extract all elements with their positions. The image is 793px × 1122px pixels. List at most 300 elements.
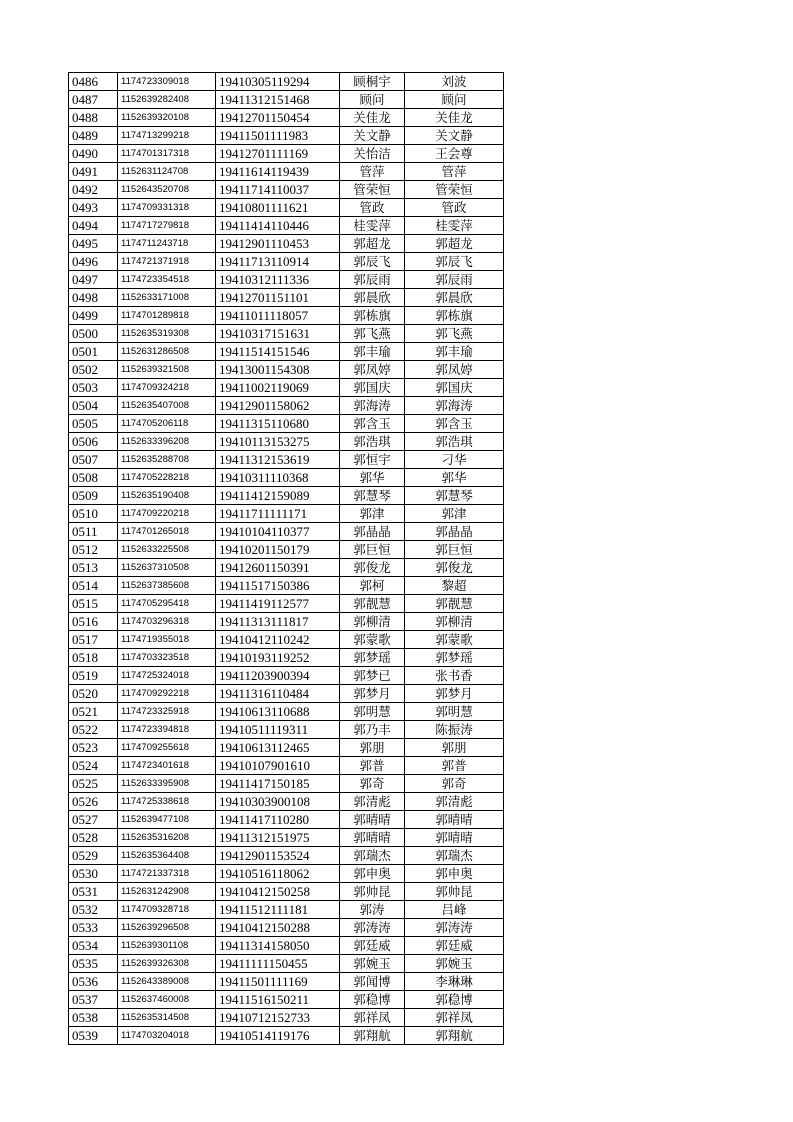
row-number-cell: 0533	[69, 919, 118, 937]
name-2-cell: 王会尊	[405, 145, 504, 163]
code-cell: 1174703323518	[118, 649, 216, 667]
table-row	[69, 73, 504, 91]
id-number-cell: 19411316110484	[216, 685, 340, 703]
row-number-cell: 0502	[69, 361, 118, 379]
table-row	[69, 667, 504, 685]
table-row	[69, 217, 504, 235]
table-row	[69, 631, 504, 649]
table-row	[69, 361, 504, 379]
row-number-cell: 0538	[69, 1009, 118, 1027]
name-2-cell: 郭华	[405, 469, 504, 487]
table-row	[69, 325, 504, 343]
name-cell: 郭含玉	[340, 415, 405, 433]
name-2-cell: 郭稳博	[405, 991, 504, 1009]
code-cell: 1152637460008	[118, 991, 216, 1009]
name-2-cell: 郭国庆	[405, 379, 504, 397]
row-number-cell: 0506	[69, 433, 118, 451]
code-cell: 1152635364408	[118, 847, 216, 865]
name-2-cell: 郭帅昆	[405, 883, 504, 901]
name-2-cell: 郭普	[405, 757, 504, 775]
name-2-cell: 管政	[405, 199, 504, 217]
id-number-cell: 19410412150258	[216, 883, 340, 901]
table-row	[69, 973, 504, 991]
name-2-cell: 郭靓慧	[405, 595, 504, 613]
id-number-cell: 19410511119311	[216, 721, 340, 739]
name-cell: 郭晶晶	[340, 523, 405, 541]
code-cell: 1152633225508	[118, 541, 216, 559]
code-cell: 1152639321508	[118, 361, 216, 379]
id-number-cell: 19410613110688	[216, 703, 340, 721]
code-cell: 1152643520708	[118, 181, 216, 199]
name-cell: 郭栋旗	[340, 307, 405, 325]
row-number-cell: 0532	[69, 901, 118, 919]
row-number-cell: 0518	[69, 649, 118, 667]
code-cell: 1174709255618	[118, 739, 216, 757]
id-number-cell: 19411514151546	[216, 343, 340, 361]
name-2-cell: 黎超	[405, 577, 504, 595]
code-cell: 1174701317318	[118, 145, 216, 163]
id-number-cell: 19410412110242	[216, 631, 340, 649]
name-cell: 郭闻博	[340, 973, 405, 991]
id-number-cell: 19410311110368	[216, 469, 340, 487]
table-row	[69, 109, 504, 127]
table-row	[69, 235, 504, 253]
row-number-cell: 0523	[69, 739, 118, 757]
code-cell: 1152633395908	[118, 775, 216, 793]
id-number-cell: 19411111150455	[216, 955, 340, 973]
table-row	[69, 613, 504, 631]
row-number-cell: 0487	[69, 91, 118, 109]
table-row	[69, 415, 504, 433]
table-row	[69, 703, 504, 721]
id-number-cell: 19411314158050	[216, 937, 340, 955]
name-2-cell: 郭祥凤	[405, 1009, 504, 1027]
name-cell: 关怡洁	[340, 145, 405, 163]
table-row	[69, 721, 504, 739]
id-number-cell: 19410712152733	[216, 1009, 340, 1027]
name-cell: 郭恒宇	[340, 451, 405, 469]
name-2-cell: 顾问	[405, 91, 504, 109]
table-row	[69, 811, 504, 829]
id-number-cell: 19411516150211	[216, 991, 340, 1009]
table-row	[69, 433, 504, 451]
table-row	[69, 829, 504, 847]
name-2-cell: 郭凤婷	[405, 361, 504, 379]
row-number-cell: 0508	[69, 469, 118, 487]
name-2-cell: 郭海涛	[405, 397, 504, 415]
code-cell: 1152643389008	[118, 973, 216, 991]
id-number-cell: 19413001154308	[216, 361, 340, 379]
code-cell: 1174711243718	[118, 235, 216, 253]
name-cell: 郭瑞杰	[340, 847, 405, 865]
row-number-cell: 0507	[69, 451, 118, 469]
name-2-cell: 郭飞燕	[405, 325, 504, 343]
row-number-cell: 0524	[69, 757, 118, 775]
id-number-cell: 19411315110680	[216, 415, 340, 433]
table-row	[69, 919, 504, 937]
id-number-cell: 19410104110377	[216, 523, 340, 541]
code-cell: 1174719355018	[118, 631, 216, 649]
table-row	[69, 883, 504, 901]
code-cell: 1152635314508	[118, 1009, 216, 1027]
name-2-cell: 关佳龙	[405, 109, 504, 127]
code-cell: 1152639320108	[118, 109, 216, 127]
id-number-cell: 19412701151101	[216, 289, 340, 307]
name-cell: 郭华	[340, 469, 405, 487]
name-2-cell: 郭蒙歌	[405, 631, 504, 649]
row-number-cell: 0488	[69, 109, 118, 127]
name-2-cell: 郭涛涛	[405, 919, 504, 937]
code-cell: 1174705295418	[118, 595, 216, 613]
row-number-cell: 0493	[69, 199, 118, 217]
table-row	[69, 397, 504, 415]
code-cell: 1152635190408	[118, 487, 216, 505]
code-cell: 1174701289818	[118, 307, 216, 325]
code-cell: 1152635288708	[118, 451, 216, 469]
name-cell: 郭乃丰	[340, 721, 405, 739]
name-2-cell: 郭晴晴	[405, 829, 504, 847]
code-cell: 1174709220218	[118, 505, 216, 523]
name-cell: 郭稳博	[340, 991, 405, 1009]
code-cell: 1174709331318	[118, 199, 216, 217]
name-2-cell: 郭瑞杰	[405, 847, 504, 865]
id-number-cell: 19411501111169	[216, 973, 340, 991]
code-cell: 1152639296508	[118, 919, 216, 937]
id-number-cell: 19410516118062	[216, 865, 340, 883]
row-number-cell: 0534	[69, 937, 118, 955]
table-row	[69, 793, 504, 811]
code-cell: 1174725338618	[118, 793, 216, 811]
name-2-cell: 郭晶晶	[405, 523, 504, 541]
table-row	[69, 127, 504, 145]
name-cell: 郭朋	[340, 739, 405, 757]
id-number-cell: 19410514119176	[216, 1027, 340, 1045]
row-number-cell: 0499	[69, 307, 118, 325]
row-number-cell: 0525	[69, 775, 118, 793]
table-body	[69, 73, 504, 1045]
name-cell: 管荣恒	[340, 181, 405, 199]
table-row	[69, 739, 504, 757]
id-number-cell: 19411312151468	[216, 91, 340, 109]
id-number-cell: 19410201150179	[216, 541, 340, 559]
id-number-cell: 19411417150185	[216, 775, 340, 793]
name-2-cell: 李琳琳	[405, 973, 504, 991]
name-2-cell: 郭婉玉	[405, 955, 504, 973]
name-cell: 郭慧琴	[340, 487, 405, 505]
row-number-cell: 0492	[69, 181, 118, 199]
row-number-cell: 0537	[69, 991, 118, 1009]
id-number-cell: 19410107901610	[216, 757, 340, 775]
row-number-cell: 0530	[69, 865, 118, 883]
code-cell: 1152631242908	[118, 883, 216, 901]
id-number-cell: 19411002119069	[216, 379, 340, 397]
id-number-cell: 19410113153275	[216, 433, 340, 451]
id-number-cell: 19410305119294	[216, 73, 340, 91]
id-number-cell: 19411414110446	[216, 217, 340, 235]
name-cell: 郭柳清	[340, 613, 405, 631]
id-number-cell: 19411412159089	[216, 487, 340, 505]
name-cell: 管萍	[340, 163, 405, 181]
row-number-cell: 0522	[69, 721, 118, 739]
row-number-cell: 0535	[69, 955, 118, 973]
name-cell: 顾问	[340, 91, 405, 109]
table-row	[69, 271, 504, 289]
name-2-cell: 桂雯萍	[405, 217, 504, 235]
name-cell: 郭廷威	[340, 937, 405, 955]
id-number-cell: 19411614119439	[216, 163, 340, 181]
name-2-cell: 郭朋	[405, 739, 504, 757]
name-2-cell: 郭含玉	[405, 415, 504, 433]
name-cell: 管政	[340, 199, 405, 217]
code-cell: 1174723401618	[118, 757, 216, 775]
code-cell: 1174723394818	[118, 721, 216, 739]
code-cell: 1152639301108	[118, 937, 216, 955]
code-cell: 1174705206118	[118, 415, 216, 433]
table-row	[69, 685, 504, 703]
row-number-cell: 0517	[69, 631, 118, 649]
table-row	[69, 865, 504, 883]
row-number-cell: 0489	[69, 127, 118, 145]
id-number-cell: 19410613112465	[216, 739, 340, 757]
table-row	[69, 289, 504, 307]
row-number-cell: 0529	[69, 847, 118, 865]
id-number-cell: 19412601150391	[216, 559, 340, 577]
name-2-cell: 郭浩琪	[405, 433, 504, 451]
name-cell: 郭俊龙	[340, 559, 405, 577]
code-cell: 1174721337318	[118, 865, 216, 883]
name-2-cell: 郭清彪	[405, 793, 504, 811]
code-cell: 1174709328718	[118, 901, 216, 919]
name-cell: 郭凤婷	[340, 361, 405, 379]
id-number-cell: 19410312111336	[216, 271, 340, 289]
name-2-cell: 郭晴晴	[405, 811, 504, 829]
table-row	[69, 1027, 504, 1045]
name-2-cell: 郭柳清	[405, 613, 504, 631]
name-cell: 郭涛涛	[340, 919, 405, 937]
name-cell: 郭梦已	[340, 667, 405, 685]
code-cell: 1174723309018	[118, 73, 216, 91]
code-cell: 1174721371918	[118, 253, 216, 271]
table-row	[69, 775, 504, 793]
id-number-cell: 19410801111621	[216, 199, 340, 217]
name-cell: 桂雯萍	[340, 217, 405, 235]
id-number-cell: 19411011118057	[216, 307, 340, 325]
id-number-cell: 19411512111181	[216, 901, 340, 919]
table-row	[69, 937, 504, 955]
code-cell: 1174713299218	[118, 127, 216, 145]
table-row	[69, 487, 504, 505]
name-2-cell: 郭丰瑜	[405, 343, 504, 361]
name-2-cell: 郭超龙	[405, 235, 504, 253]
name-cell: 郭国庆	[340, 379, 405, 397]
table-row	[69, 451, 504, 469]
table-row	[69, 1009, 504, 1027]
name-2-cell: 郭晨欣	[405, 289, 504, 307]
row-number-cell: 0520	[69, 685, 118, 703]
name-cell: 郭辰雨	[340, 271, 405, 289]
name-cell: 关文静	[340, 127, 405, 145]
row-number-cell: 0528	[69, 829, 118, 847]
name-cell: 郭帅昆	[340, 883, 405, 901]
name-cell: 郭巨恒	[340, 541, 405, 559]
name-cell: 郭丰瑜	[340, 343, 405, 361]
name-cell: 郭涛	[340, 901, 405, 919]
name-2-cell: 郭梦瑶	[405, 649, 504, 667]
table-row	[69, 649, 504, 667]
code-cell: 1174701265018	[118, 523, 216, 541]
row-number-cell: 0512	[69, 541, 118, 559]
id-number-cell: 19411419112577	[216, 595, 340, 613]
name-cell: 郭奇	[340, 775, 405, 793]
name-2-cell: 张书香	[405, 667, 504, 685]
name-2-cell: 吕峰	[405, 901, 504, 919]
name-cell: 郭靓慧	[340, 595, 405, 613]
code-cell: 1152639477108	[118, 811, 216, 829]
code-cell: 1174709324218	[118, 379, 216, 397]
row-number-cell: 0539	[69, 1027, 118, 1045]
row-number-cell: 0503	[69, 379, 118, 397]
id-number-cell: 19410317151631	[216, 325, 340, 343]
code-cell: 1152637310508	[118, 559, 216, 577]
table-row	[69, 991, 504, 1009]
name-2-cell: 刘波	[405, 73, 504, 91]
name-2-cell: 郭栋旗	[405, 307, 504, 325]
name-2-cell: 管荣恒	[405, 181, 504, 199]
row-number-cell: 0498	[69, 289, 118, 307]
table-row	[69, 91, 504, 109]
name-cell: 郭梦月	[340, 685, 405, 703]
code-cell: 1174705228218	[118, 469, 216, 487]
id-number-cell: 19412901153524	[216, 847, 340, 865]
name-2-cell: 郭明慧	[405, 703, 504, 721]
table-row	[69, 253, 504, 271]
code-cell: 1174717279818	[118, 217, 216, 235]
row-number-cell: 0514	[69, 577, 118, 595]
name-cell: 郭飞燕	[340, 325, 405, 343]
name-cell: 郭申奥	[340, 865, 405, 883]
code-cell: 1152635319308	[118, 325, 216, 343]
name-cell: 郭辰飞	[340, 253, 405, 271]
table-row	[69, 523, 504, 541]
row-number-cell: 0505	[69, 415, 118, 433]
name-cell: 郭明慧	[340, 703, 405, 721]
row-number-cell: 0491	[69, 163, 118, 181]
id-number-cell: 19411312151975	[216, 829, 340, 847]
name-2-cell: 郭翔航	[405, 1027, 504, 1045]
code-cell: 1174723325918	[118, 703, 216, 721]
code-cell: 1152633171008	[118, 289, 216, 307]
id-number-cell: 19411517150386	[216, 577, 340, 595]
name-2-cell: 郭奇	[405, 775, 504, 793]
code-cell: 1152637385608	[118, 577, 216, 595]
code-cell: 1152631286508	[118, 343, 216, 361]
row-number-cell: 0486	[69, 73, 118, 91]
row-number-cell: 0531	[69, 883, 118, 901]
table-row	[69, 469, 504, 487]
code-cell: 1174723354518	[118, 271, 216, 289]
name-cell: 郭翔航	[340, 1027, 405, 1045]
id-number-cell: 19412901110453	[216, 235, 340, 253]
row-number-cell: 0511	[69, 523, 118, 541]
row-number-cell: 0504	[69, 397, 118, 415]
name-cell: 关佳龙	[340, 109, 405, 127]
name-cell: 郭婉玉	[340, 955, 405, 973]
name-2-cell: 郭辰雨	[405, 271, 504, 289]
table-row	[69, 307, 504, 325]
name-cell: 郭蒙歌	[340, 631, 405, 649]
table-row	[69, 199, 504, 217]
name-2-cell: 郭慧琴	[405, 487, 504, 505]
table-row	[69, 343, 504, 361]
row-number-cell: 0515	[69, 595, 118, 613]
row-number-cell: 0516	[69, 613, 118, 631]
row-number-cell: 0501	[69, 343, 118, 361]
id-number-cell: 19411713110914	[216, 253, 340, 271]
id-number-cell: 19411501111983	[216, 127, 340, 145]
name-cell: 郭浩琪	[340, 433, 405, 451]
id-number-cell: 19411203900394	[216, 667, 340, 685]
row-number-cell: 0496	[69, 253, 118, 271]
name-2-cell: 郭梦月	[405, 685, 504, 703]
name-cell: 郭晴晴	[340, 811, 405, 829]
code-cell: 1152639326308	[118, 955, 216, 973]
code-cell: 1174703204018	[118, 1027, 216, 1045]
data-table	[68, 72, 504, 1045]
name-2-cell: 郭廷威	[405, 937, 504, 955]
code-cell: 1152635316208	[118, 829, 216, 847]
row-number-cell: 0509	[69, 487, 118, 505]
table-row	[69, 595, 504, 613]
id-number-cell: 19411714110037	[216, 181, 340, 199]
id-number-cell: 19411417110280	[216, 811, 340, 829]
table-row	[69, 163, 504, 181]
name-cell: 郭超龙	[340, 235, 405, 253]
code-cell: 1174709292218	[118, 685, 216, 703]
table-row	[69, 757, 504, 775]
name-2-cell: 陈振涛	[405, 721, 504, 739]
name-cell: 郭海涛	[340, 397, 405, 415]
id-number-cell: 19412901158062	[216, 397, 340, 415]
row-number-cell: 0527	[69, 811, 118, 829]
row-number-cell: 0494	[69, 217, 118, 235]
name-2-cell: 郭巨恒	[405, 541, 504, 559]
code-cell: 1152631124708	[118, 163, 216, 181]
table-row	[69, 559, 504, 577]
id-number-cell: 19411312153619	[216, 451, 340, 469]
name-2-cell: 郭津	[405, 505, 504, 523]
name-cell: 郭晴晴	[340, 829, 405, 847]
code-cell: 1174725324018	[118, 667, 216, 685]
row-number-cell: 0536	[69, 973, 118, 991]
name-2-cell: 郭辰飞	[405, 253, 504, 271]
name-cell: 郭柯	[340, 577, 405, 595]
name-cell: 郭晨欣	[340, 289, 405, 307]
row-number-cell: 0526	[69, 793, 118, 811]
id-number-cell: 19411313111817	[216, 613, 340, 631]
row-number-cell: 0513	[69, 559, 118, 577]
row-number-cell: 0519	[69, 667, 118, 685]
code-cell: 1152633396208	[118, 433, 216, 451]
table-row	[69, 847, 504, 865]
name-cell: 郭普	[340, 757, 405, 775]
name-2-cell: 关文静	[405, 127, 504, 145]
name-2-cell: 郭俊龙	[405, 559, 504, 577]
table-row	[69, 181, 504, 199]
name-cell: 顾桐宇	[340, 73, 405, 91]
id-number-cell: 19410193119252	[216, 649, 340, 667]
name-cell: 郭祥凤	[340, 1009, 405, 1027]
name-cell: 郭清彪	[340, 793, 405, 811]
